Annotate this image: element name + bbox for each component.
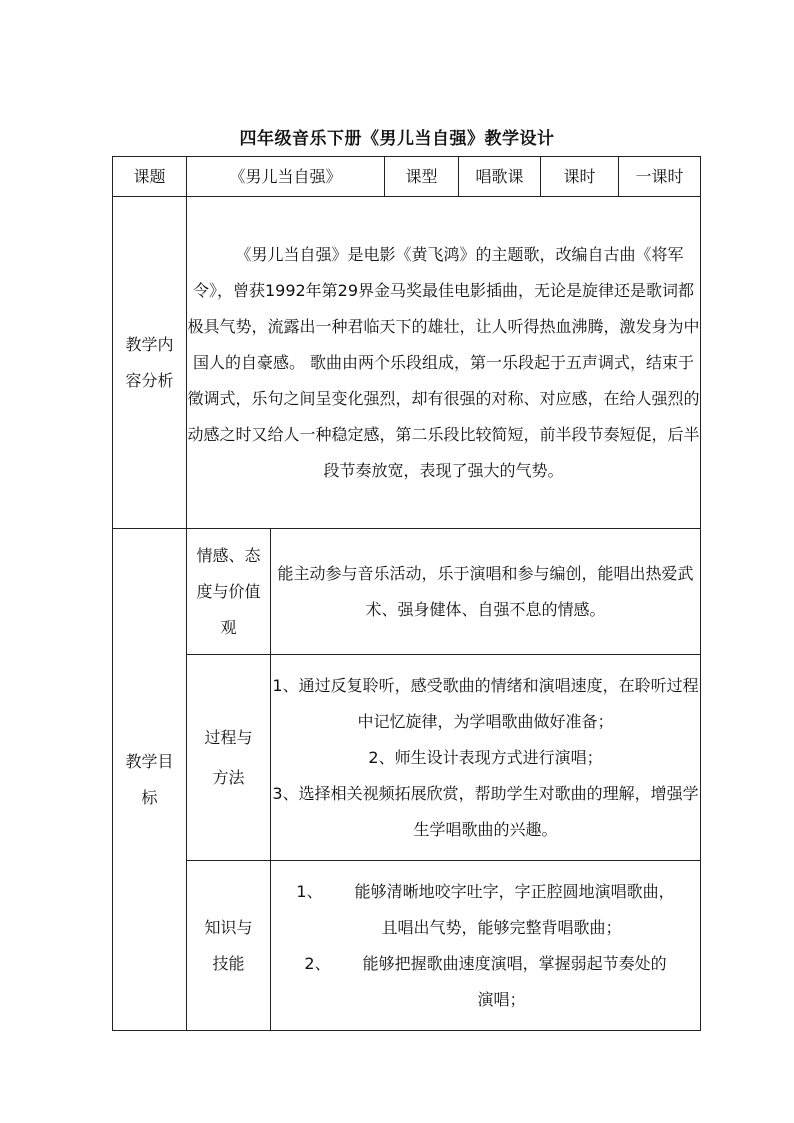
goals-label: 教学目标 — [113, 529, 187, 1031]
analysis-row — [113, 197, 701, 529]
header-row — [113, 157, 701, 197]
knowledge-item-continuation: 演唱； — [477, 989, 526, 1009]
knowledge-item-number: 1、 — [296, 881, 323, 901]
knowledge-item-number: 2、 — [304, 953, 331, 973]
topic-label: 课题 — [113, 157, 187, 197]
process-item: 3、选择相关视频拓展欣赏，帮助学生对歌曲的理解，增强学生学唱歌曲的兴趣。 — [272, 783, 699, 839]
emotion-label: 情感、态度与价值观 — [187, 529, 271, 655]
analysis-text: 《男儿当自强》是电影《黄飞鸿》的主题歌，改编自古曲《将军令》，曾获1992年第29界金马奖最佳电影插曲，无论是旋律还是歌词都极具气势，流露出一种君临天下的雄壮，让人听得热血沸腾，激发身为中国人的自豪感。 歌曲由两个乐段组成，第一乐段起于五声调式，结束于徵调式，乐句之间呈变化强烈，却有很强的对称、对应感，在给人强烈的动感之时又给人一种稳定感，第二乐段比较简短，前半段节奏短促，后半段节奏放宽，表现了强大的气势。 — [187, 244, 700, 480]
goal-emotion-row — [113, 529, 701, 655]
process-item: 2、师生设计表现方式进行演唱； — [368, 747, 603, 767]
knowledge-item-text: 能够清晰地咬字吐字，字正腔圆地演唱歌曲， — [354, 881, 675, 901]
knowledge-item-text: 能够把握歌曲速度演唱，掌握弱起节奏处的 — [362, 953, 667, 973]
topic-value: 《男儿当自强》 — [187, 157, 385, 197]
process-list — [271, 655, 701, 861]
knowledge-label: 知识与技能 — [187, 861, 271, 1031]
type-value: 唱歌课 — [459, 157, 541, 197]
goal-process-row — [113, 655, 701, 861]
lesson-plan-table — [112, 156, 701, 1031]
process-item: 1、通过反复聆听，感受歌曲的情绪和演唱速度，在聆听过程中记忆旋律，为学唱歌曲做好准备； — [272, 675, 699, 731]
goal-knowledge-row — [113, 861, 701, 1031]
period-label: 课时 — [541, 157, 619, 197]
knowledge-item-continuation: 且唱出气势，能够完整背唱歌曲； — [381, 917, 622, 937]
knowledge-item — [271, 874, 700, 910]
emotion-text: 能主动参与音乐活动，乐于演唱和参与编创，能唱出热爱武术、强身健体、自强不息的情感。 — [271, 529, 701, 655]
period-value: 一课时 — [619, 157, 701, 197]
knowledge-list — [271, 861, 701, 1031]
analysis-text-cell — [187, 197, 701, 529]
analysis-label: 教学内容分析 — [113, 197, 187, 529]
document-title: 四年级音乐下册《男儿当自强》教学设计 — [239, 129, 555, 149]
knowledge-item — [271, 946, 700, 982]
type-label: 课型 — [385, 157, 459, 197]
process-label: 过程与方法 — [187, 655, 271, 861]
